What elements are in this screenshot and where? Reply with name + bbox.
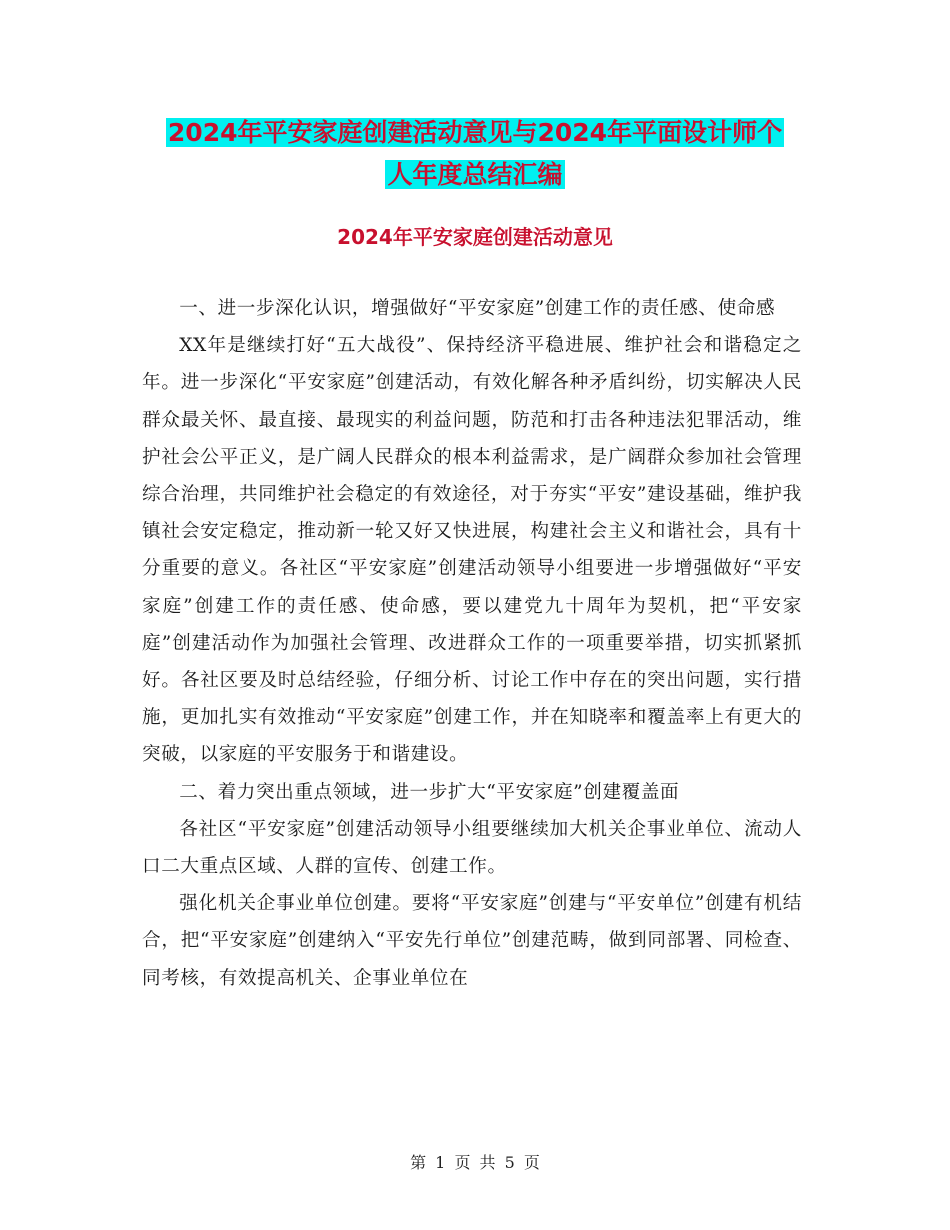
page-footer: 第 1 页 共 5 页: [410, 1153, 540, 1172]
paragraph: 二、着力突出重点领域，进一步扩大“平安家庭”创建覆盖面: [179, 781, 680, 803]
paragraph: 一、进一步深化认识，增强做好“平安家庭”创建工作的责任感、使命感: [179, 298, 776, 319]
document-title-line-1: 2024年平安家庭创建活动意见与2024年平面设计师个: [167, 118, 783, 147]
section-title: 2024年平安家庭创建活动意见: [337, 225, 613, 249]
paragraph: XX年是继续打好“五大战役”、保持经济平稳进展、维护社会和谐稳定之年。进一步深化“平安家庭”创建活动，有效化解各种矛盾纠纷，切实解决人民群众最关怀、最直接、最现实的利益问题，防范和打击各种违法犯罪活动，维护社会公平正义，是广阔人民群众的根本利益需求，是广阔群众参加社会管理综合治理，共同维护社会稳定的有效途径，对于夯实“平安”建设基础，维护我镇社会安定稳定，推动新一轮又好又快进展，构建社会主义和谐社会，具有十分重要的意义。各社区“平安家庭”创建活动领导小组要进一步增强做好“平安家庭”创建工作的责任感、使命感，要以建党九十周年为契机，把“平安家庭”创建活动作为加强社会管理、改进群众工作的一项重要举措，切实抓紧抓好。各社区要及时总结经验，仔细分析、讨论工作中存在的突出问题，实行措施，更加扎实有效推动“平安家庭”创建工作，并在知晓率和覆盖率上有更大的突破，以家庭的平安服务于和谐建设。: [142, 335, 802, 766]
document-title-line-2: 人年度总结汇编: [387, 160, 563, 189]
paragraph: 各社区“平安家庭”创建活动领导小组要继续加大机关企事业单位、流动人口二大重点区域、人群的宣传、创建工作。: [142, 818, 802, 878]
document-body: [142, 290, 802, 997]
paragraph: 强化机关企事业单位创建。要将“平安家庭”创建与“平安单位”创建有机结合，把“平安家庭”创建纳入“平安先行单位”创建范畴，做到同部署、同检查、同考核，有效提高机关、企事业单位在: [142, 893, 802, 989]
document-title: [0, 112, 950, 196]
